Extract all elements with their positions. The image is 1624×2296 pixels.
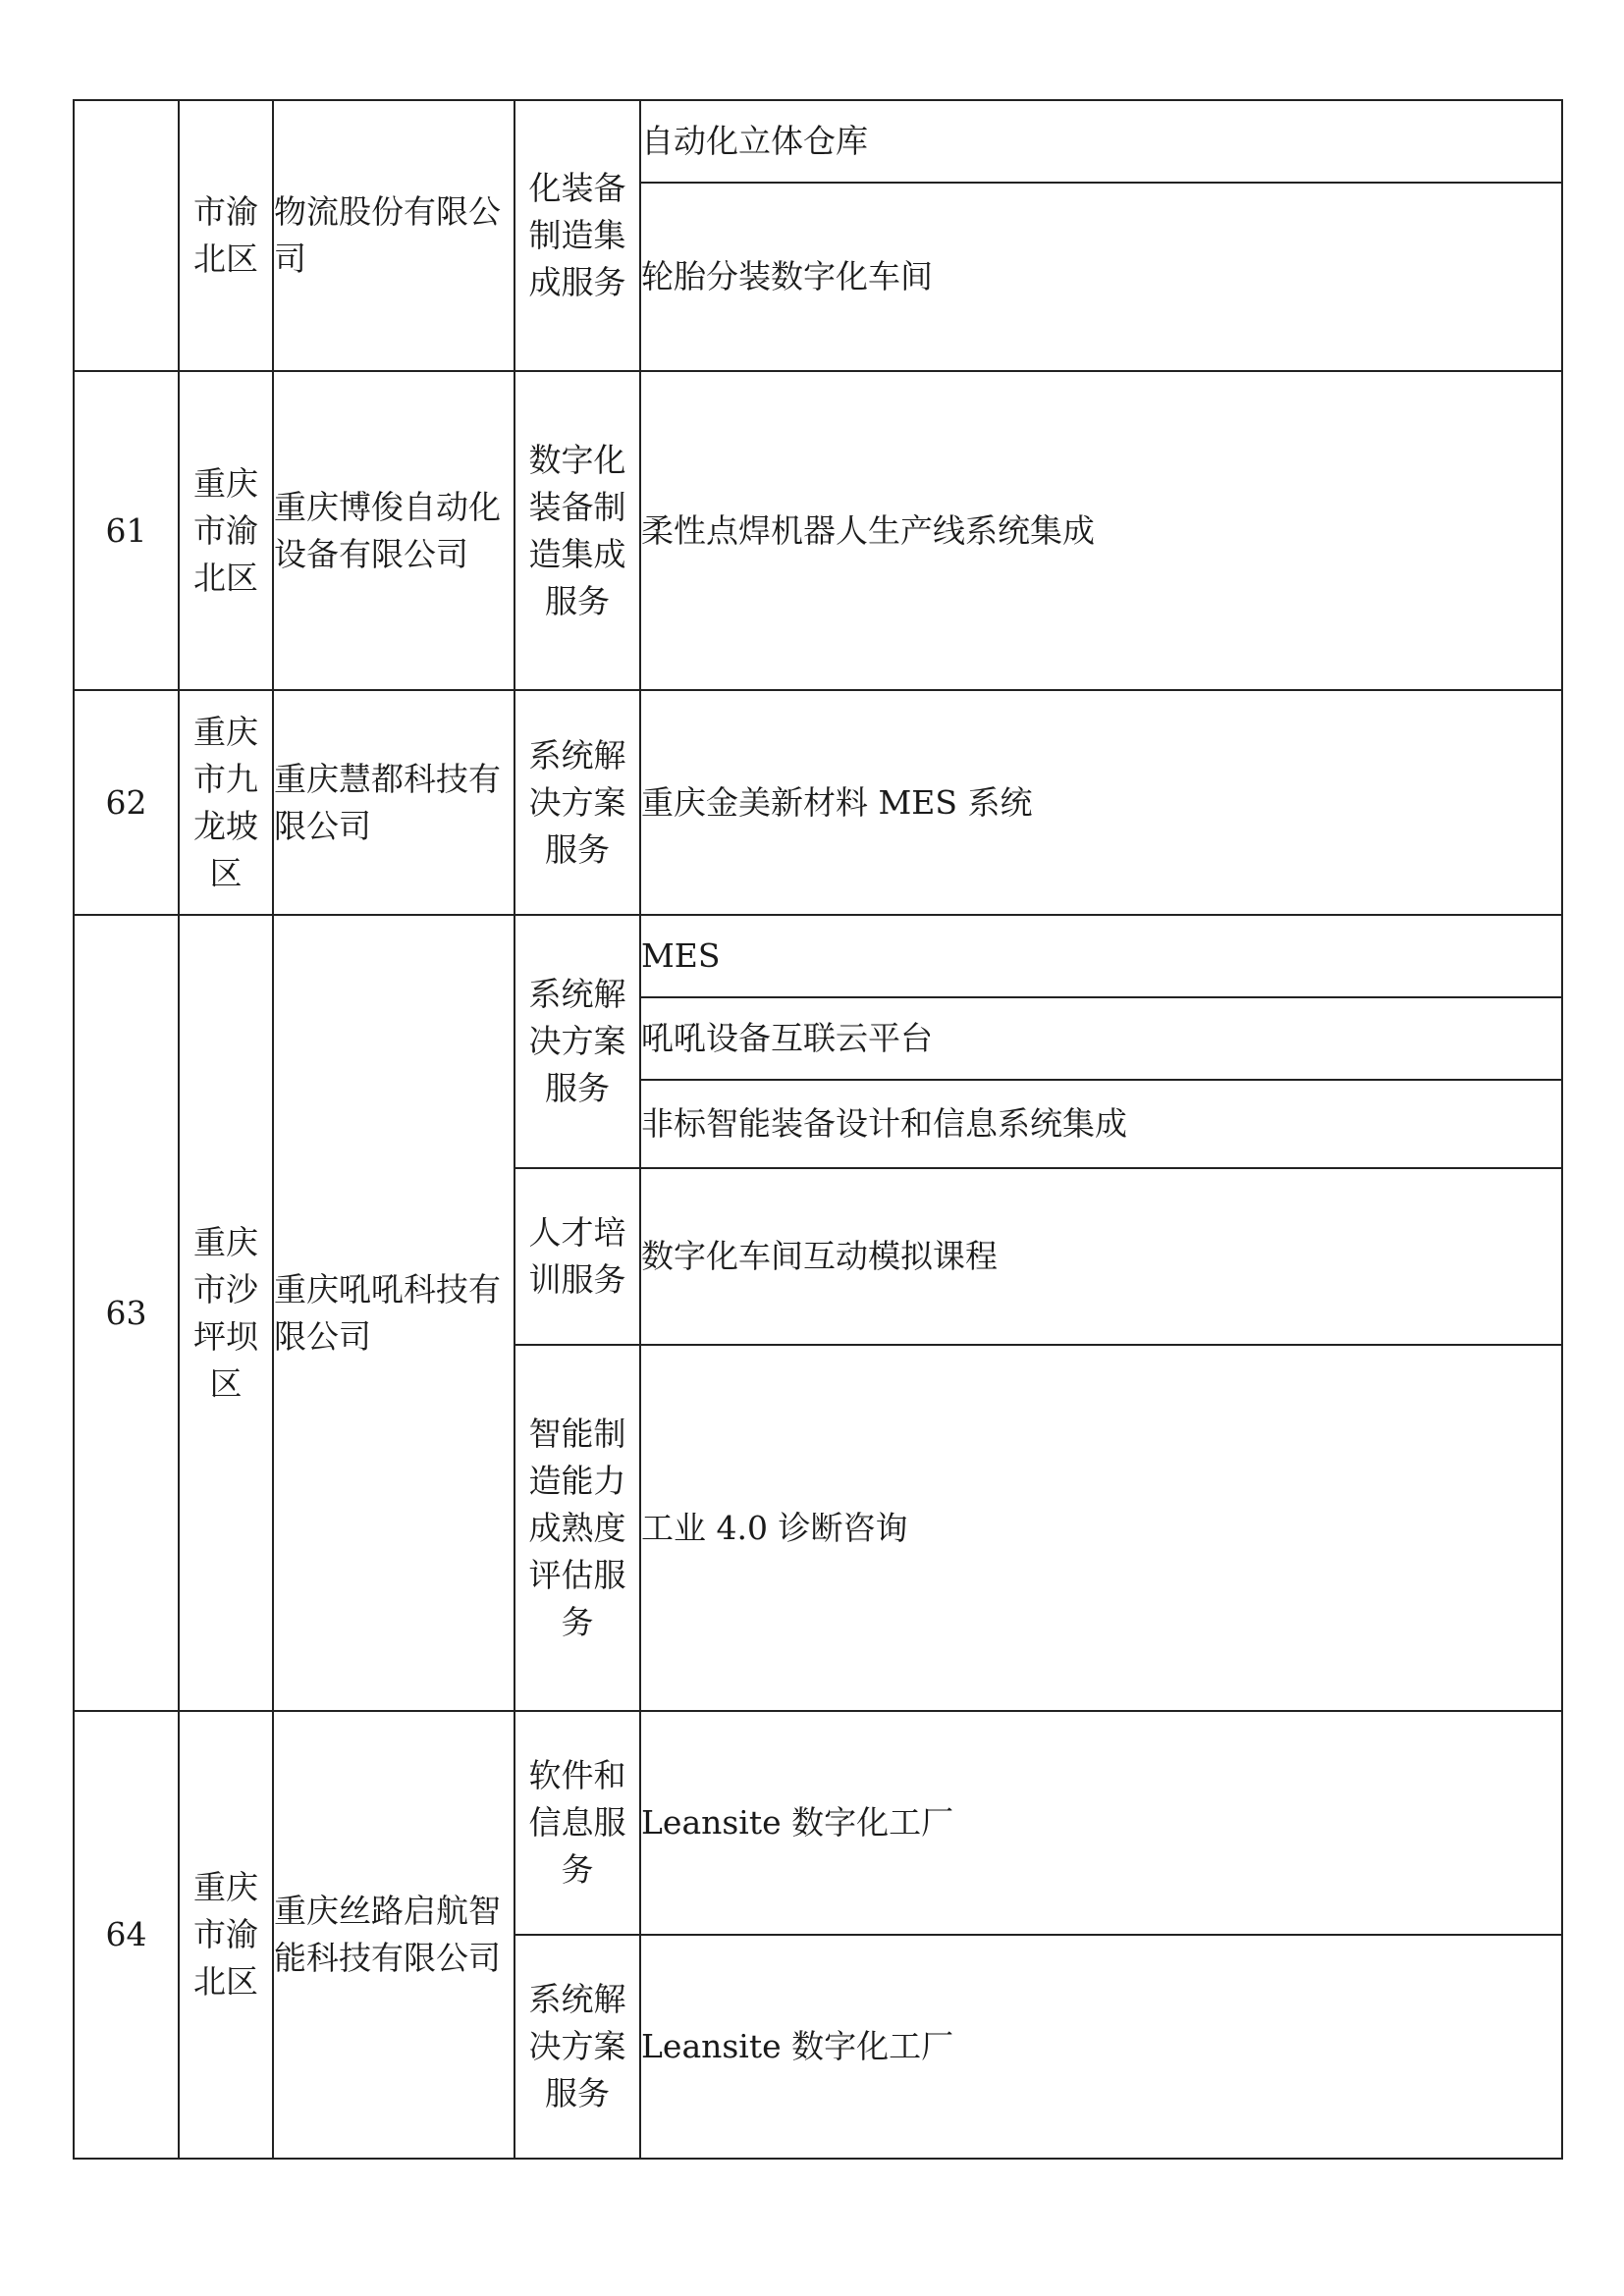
service-type-cell: 系统解决方案服务 [514, 690, 640, 915]
service-type-cell: 智能制造能力成熟度评估服务 [514, 1345, 640, 1711]
table-row [74, 915, 1562, 997]
company-cell: 重庆吼吼科技有限公司 [273, 915, 514, 1711]
table-row [74, 371, 1562, 690]
region-cell: 重庆市渝北区 [179, 371, 273, 690]
product-cell: MES [640, 915, 1562, 997]
product-cell: 柔性点焊机器人生产线系统集成 [640, 371, 1562, 690]
company-cell: 重庆丝路启航智能科技有限公司 [273, 1711, 514, 2159]
service-type-cell: 软件和信息服务 [514, 1711, 640, 1935]
product-cell: 重庆金美新材料 MES 系统 [640, 690, 1562, 915]
product-cell: 轮胎分装数字化车间 [640, 183, 1562, 371]
service-type-cell: 化装备制造集成服务 [514, 100, 640, 371]
service-type-cell: 人才培训服务 [514, 1168, 640, 1345]
table-row [74, 690, 1562, 915]
service-type-cell: 系统解决方案服务 [514, 915, 640, 1168]
enterprise-service-table [73, 99, 1563, 2160]
service-type-cell: 系统解决方案服务 [514, 1935, 640, 2159]
product-cell: 数字化车间互动模拟课程 [640, 1168, 1562, 1345]
row-number-cell: 61 [74, 371, 179, 690]
table-row [74, 100, 1562, 183]
region-cell: 市渝北区 [179, 100, 273, 371]
company-cell: 物流股份有限公司 [273, 100, 514, 371]
row-number-cell: 63 [74, 915, 179, 1711]
row-number-cell [74, 100, 179, 371]
product-cell: 吼吼设备互联云平台 [640, 997, 1562, 1080]
row-number-cell: 62 [74, 690, 179, 915]
company-cell: 重庆慧都科技有限公司 [273, 690, 514, 915]
product-cell: 自动化立体仓库 [640, 100, 1562, 183]
product-cell: 非标智能装备设计和信息系统集成 [640, 1080, 1562, 1168]
region-cell: 重庆市渝北区 [179, 1711, 273, 2159]
region-cell: 重庆市沙坪坝区 [179, 915, 273, 1711]
region-cell: 重庆市九龙坡区 [179, 690, 273, 915]
row-number-cell: 64 [74, 1711, 179, 2159]
product-cell: 工业 4.0 诊断咨询 [640, 1345, 1562, 1711]
product-cell: Leansite 数字化工厂 [640, 1935, 1562, 2159]
table-row [74, 1711, 1562, 1935]
product-cell: Leansite 数字化工厂 [640, 1711, 1562, 1935]
service-type-cell: 数字化装备制造集成服务 [514, 371, 640, 690]
company-cell: 重庆博俊自动化设备有限公司 [273, 371, 514, 690]
